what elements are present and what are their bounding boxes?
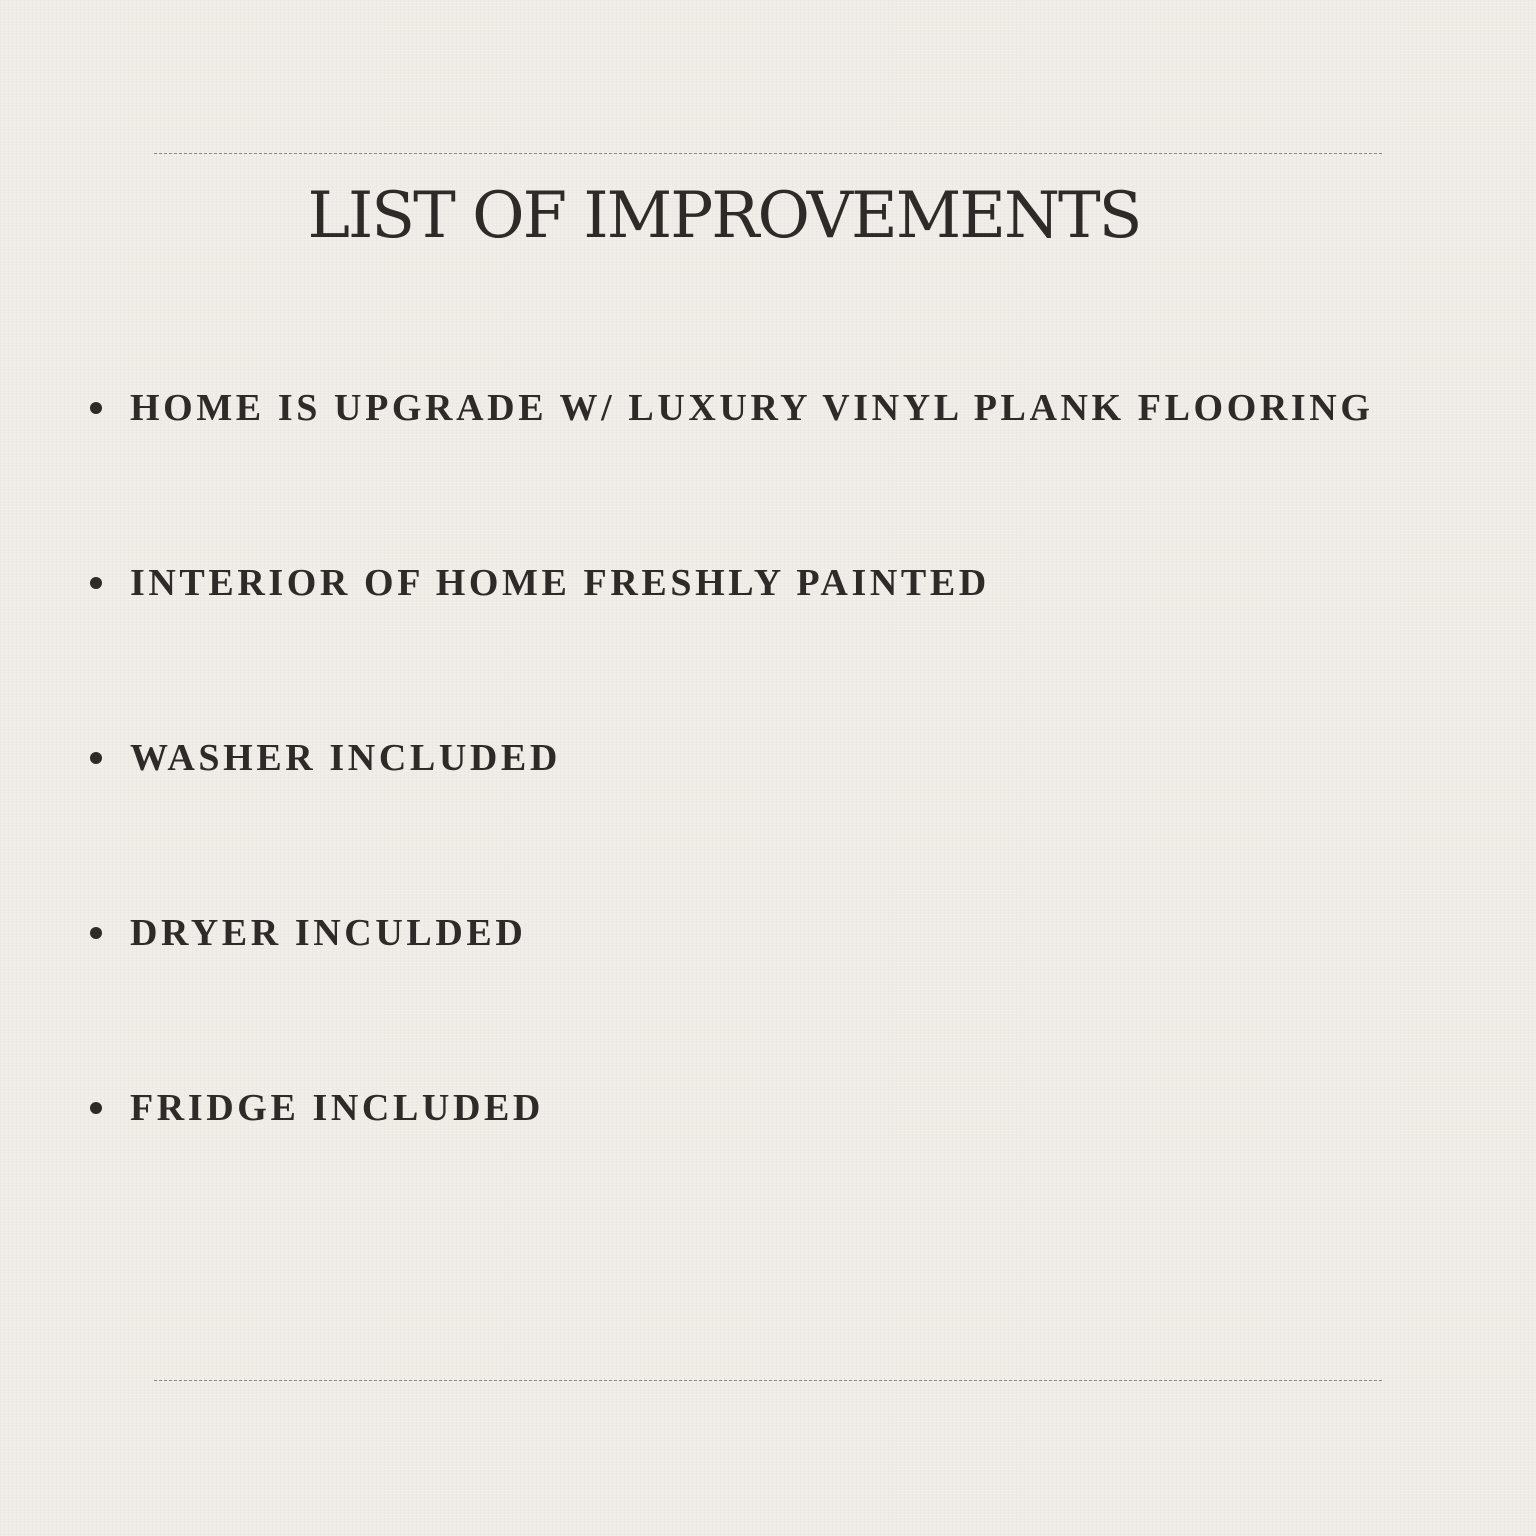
list-item-text: WASHER INCLUDED xyxy=(130,737,561,779)
list-item xyxy=(90,378,1374,438)
bullet-icon xyxy=(90,1102,102,1114)
list-item xyxy=(90,903,526,963)
top-dashed-divider xyxy=(154,153,1382,154)
list-item xyxy=(90,728,561,788)
bottom-dashed-divider xyxy=(154,1380,1382,1381)
list-item xyxy=(90,553,990,613)
list-item-text: HOME IS UPGRADE W/ LUXURY VINYL PLANK FLOORING xyxy=(130,387,1374,429)
page-title: LIST OF IMPROVEMENTS xyxy=(307,179,1141,253)
bullet-icon xyxy=(90,927,102,939)
bullet-icon xyxy=(90,752,102,764)
list-item-text: DRYER INCULDED xyxy=(130,912,527,954)
bullet-icon xyxy=(90,577,102,589)
list-item-text: INTERIOR OF HOME FRESHLY PAINTED xyxy=(130,562,990,604)
list-item xyxy=(90,1078,544,1138)
list-item-text: FRIDGE INCLUDED xyxy=(130,1087,544,1129)
bullet-icon xyxy=(90,402,102,414)
